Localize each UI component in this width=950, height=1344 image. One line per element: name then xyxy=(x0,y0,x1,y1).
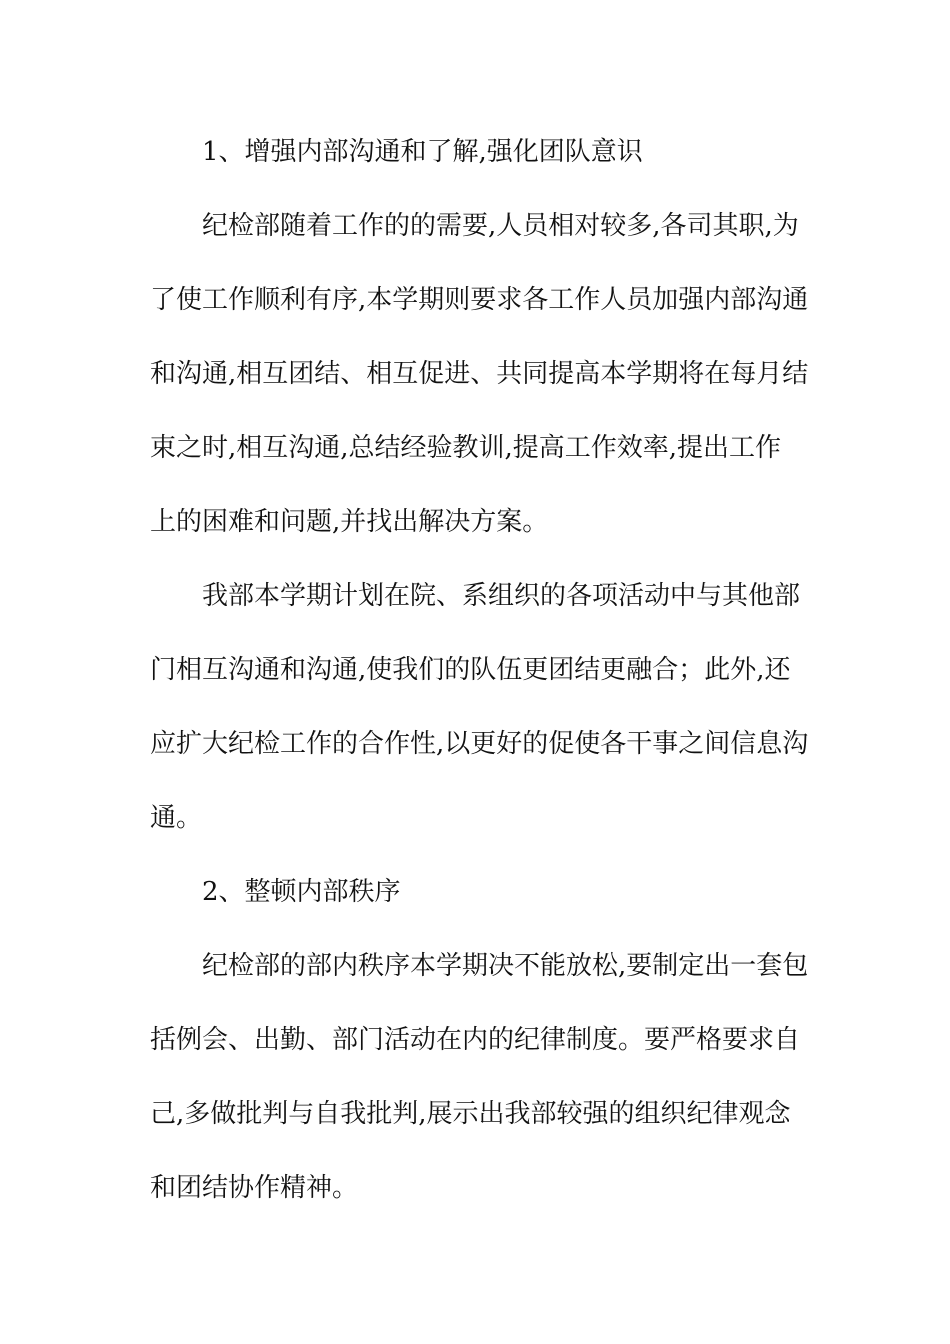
paragraph-line: 纪检部的部内秩序本学期决不能放松,要制定出一套包 xyxy=(202,951,809,981)
section-heading-1 xyxy=(150,115,810,189)
paragraph-1 xyxy=(150,189,810,559)
paragraph-line: 门相互沟通和沟通,使我们的队伍更团结更融合；此外,还 xyxy=(150,655,791,685)
heading-line: 1、增强内部沟通和了解,强化团队意识 xyxy=(202,137,643,167)
paragraph-line: 应扩大纪检工作的合作性,以更好的促使各干事之间信息沟 xyxy=(150,729,809,759)
paragraph-line: 纪检部随着工作的的需要,人员相对较多,各司其职,为 xyxy=(202,211,799,241)
paragraph-line: 我部本学期计划在院、系组织的各项活动中与其他部 xyxy=(202,581,801,611)
paragraph-line: 和团结协作精神。 xyxy=(150,1173,359,1203)
paragraph-2 xyxy=(150,559,810,855)
paragraph-line: 括例会、出勤、部门活动在内的纪律制度。要严格要求自 xyxy=(150,1025,801,1055)
paragraph-line: 己,多做批判与自我批判,展示出我部较强的组织纪律观念 xyxy=(150,1099,791,1129)
section-heading-2 xyxy=(150,855,810,929)
paragraph-line: 上的困难和问题,并找出解决方案。 xyxy=(150,507,549,537)
document-body xyxy=(150,115,810,1225)
heading-line: 2、整顿内部秩序 xyxy=(202,877,401,907)
paragraph-3 xyxy=(150,929,810,1225)
paragraph-line: 通。 xyxy=(150,803,203,833)
paragraph-line: 束之时,相互沟通,总结经验教训,提高工作效率,提出工作 xyxy=(150,433,782,463)
paragraph-line: 了使工作顺利有序,本学期则要求各工作人员加强内部沟通 xyxy=(150,285,809,315)
paragraph-line: 和沟通,相互团结、相互促进、共同提高本学期将在每月结 xyxy=(150,359,809,389)
